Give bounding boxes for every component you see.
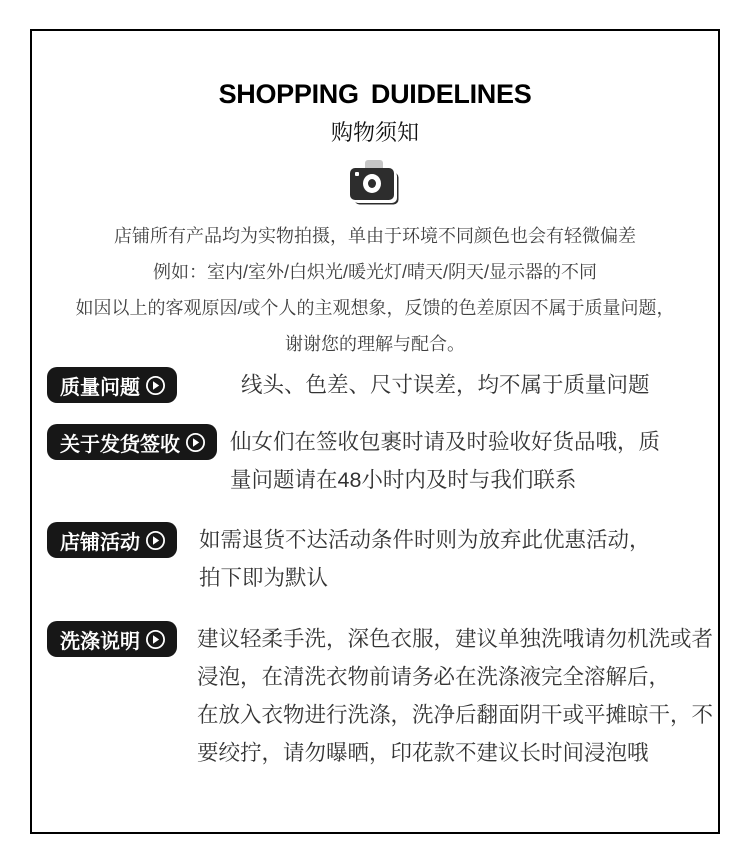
text-line: 建议轻柔手洗，深色衣服，建议单独洗哦请勿机洗或者 (197, 627, 714, 651)
section-badge-quality (47, 367, 177, 403)
page-title-english: SHOPPING DUIDELINES (218, 79, 532, 109)
intro-paragraph (32, 218, 718, 362)
badge-label: 质量问题 (60, 376, 140, 399)
text-line: 在放入衣物进行洗涤，洗净后翻面阴干或平摊晾干，不 (197, 703, 714, 727)
intro-line: 例如：室内/室外/白炽光/暖光灯/晴天/阴天/显示器的不同 (152, 262, 597, 282)
badge-label: 洗涤说明 (60, 630, 140, 653)
camera-body (350, 168, 394, 200)
section-text-promotion (199, 521, 651, 597)
camera-icon (349, 160, 401, 206)
page-title-chinese: 购物须知 (330, 120, 419, 145)
camera-lens (363, 174, 381, 193)
section-text-quality (241, 366, 650, 404)
text-line: 仙女们在签收包裹时请及时验收好货品哦，质 (230, 430, 661, 454)
text-line: 拍下即为默认 (199, 566, 329, 590)
page-border-frame (30, 29, 720, 834)
text-line: 浸泡，在清洗衣物前请务必在洗涤液完全溶解后， (197, 665, 671, 689)
section-text-washing (197, 620, 713, 772)
text-line: 量问题请在48小时内及时与我们联系 (230, 468, 577, 492)
camera-icon-container (32, 160, 718, 206)
section-badge-shipping (47, 424, 217, 460)
intro-line: 如因以上的客观原因/或个人的主观想象，反馈的色差原因不属于质量问题， (75, 298, 675, 318)
circle-arrow-right-icon (145, 629, 166, 650)
badge-label: 店铺活动 (60, 531, 140, 554)
section-text-shipping (230, 423, 660, 499)
section-badge-promotion (47, 522, 177, 558)
intro-line: 谢谢您的理解与配合。 (285, 334, 465, 354)
sections-list (32, 366, 718, 772)
circle-arrow-right-icon (185, 432, 206, 453)
section-badge-washing (47, 621, 177, 657)
text-line: 线头、色差、尺寸误差，均不属于质量问题 (241, 373, 650, 397)
badge-label: 关于发货签收 (60, 433, 180, 456)
section-row-washing (47, 620, 714, 772)
section-row-quality (47, 366, 714, 404)
camera-flash-dot (355, 172, 359, 176)
intro-line: 店铺所有产品均为实物拍摄，单由于环境不同颜色也会有轻微偏差 (114, 226, 636, 246)
section-row-shipping (47, 423, 714, 499)
text-line: 如需退货不达活动条件时则为放弃此优惠活动， (199, 528, 651, 552)
circle-arrow-right-icon (145, 375, 166, 396)
text-line: 要绞拧，请勿曝晒，印花款不建议长时间浸泡哦 (197, 741, 649, 765)
section-row-promotion (47, 521, 714, 597)
circle-arrow-right-icon (145, 530, 166, 551)
camera-lens-core (368, 179, 376, 188)
